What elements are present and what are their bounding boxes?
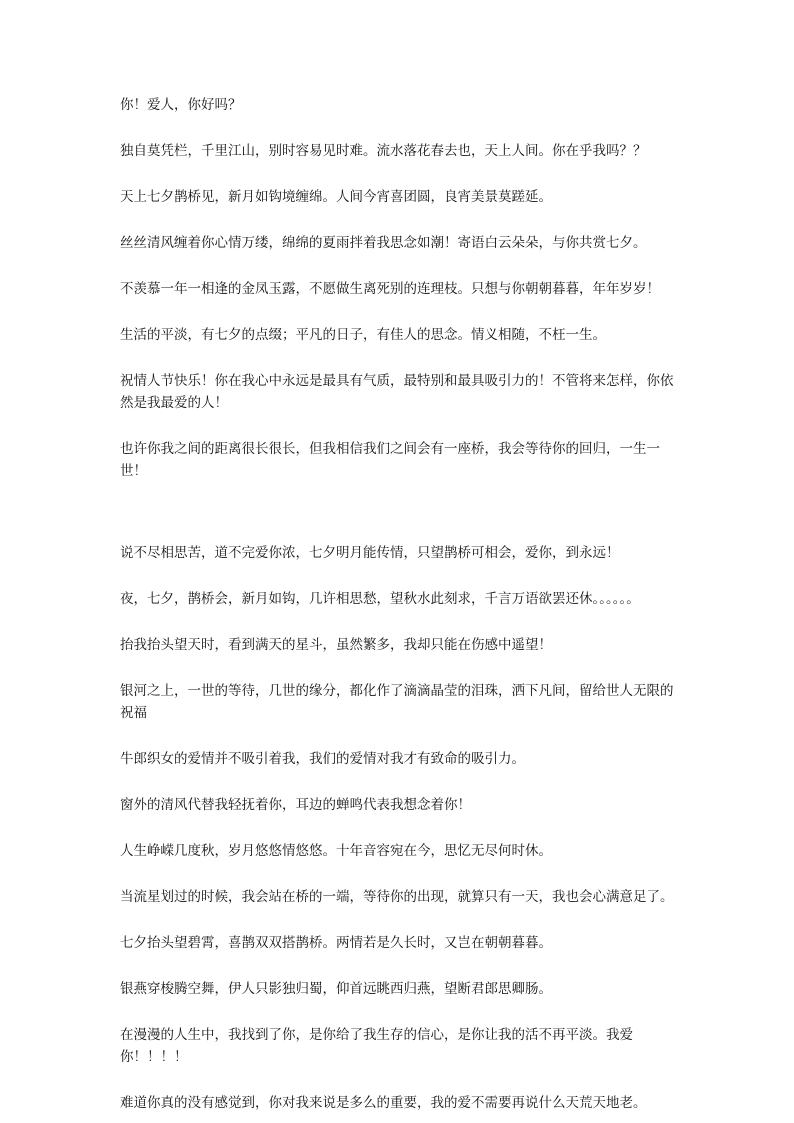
paragraph: 天上七夕鹊桥见，新月如钩境缠绵。人间今宵喜团圆，良宵美景莫蹉延。 — [120, 189, 552, 205]
paragraph: 祝情人节快乐！你在我心中永远是最具有气质，最特别和最具吸引力的！不管将来怎样，你依然是我最爱的人！ — [120, 373, 674, 411]
paragraph: 当流星划过的时候，我会站在桥的一端，等待你的出现，就算只有一天，我也会心满意足了。 — [120, 889, 674, 905]
paragraph-greeting: 你！爱人，你好吗？ — [120, 97, 242, 113]
paragraph: 夜，七夕，鹊桥会，新月如钩，几许相思愁，望秋水此刻求，千言万语欲罢还休。。。。。。 — [120, 591, 640, 607]
paragraph: 生活的平淡，有七夕的点缀；平凡的日子，有佳人的思念。情义相随，不枉一生。 — [120, 327, 606, 343]
paragraph: 银河之上，一世的等待，几世的缘分，都化作了滴滴晶莹的泪珠，洒下凡间，留给世人无限的祝福 — [120, 683, 674, 721]
paragraph: 难道你真的没有感觉到，你对我来说是多么的重要，我的爱不需要再说什么天荒天地老。 — [120, 1095, 647, 1111]
paragraph: 七夕抬头望碧霄，喜鹊双双搭鹊桥。两情若是久长时，又岂在朝朝暮暮。 — [120, 935, 552, 951]
paragraph: 独自莫凭栏，千里江山，别时容易见时难。流水落花春去也，天上人间。你在乎我吗？？ — [120, 143, 647, 159]
paragraph: 抬我抬头望天时，看到满天的星斗，虽然繁多，我却只能在伤感中遥望！ — [120, 637, 552, 653]
paragraph: 丝丝清风缠着你心情万缕，绵绵的夏雨拌着我思念如潮！寄语白云朵朵，与你共赏七夕。 — [120, 235, 647, 251]
paragraph: 在漫漫的人生中，我找到了你，是你给了我生存的信心，是你让我的活不再平淡。我爱你！！！！ — [120, 1027, 633, 1065]
paragraph: 人生峥嵘几度秋，岁月悠悠情悠悠。十年音容宛在今，思忆无尽何时休。 — [120, 843, 552, 859]
paragraph: 窗外的清风代替我轻抚着你，耳边的蝉鸣代表我想念着你！ — [120, 797, 471, 813]
paragraph: 不羡慕一年一相逢的金凤玉露，不愿做生离死别的连理枝。只想与你朝朝暮暮，年年岁岁！ — [120, 281, 660, 297]
paragraph: 说不尽相思苦，道不完爱你浓，七夕明月能传情，只望鹊桥可相会，爱你，到永远！ — [120, 545, 620, 561]
paragraph: 牛郎织女的爱情并不吸引着我，我们的爱情对我才有致命的吸引力。 — [120, 751, 525, 767]
paragraph: 银燕穿梭腾空舞，伊人只影独归蜀，仰首远眺西归燕，望断君郎思卿肠。 — [120, 981, 552, 997]
paragraph: 也许你我之间的距离很长很长，但我相信我们之间会有一座桥，我会等待你的回归，一生一世！ — [120, 441, 660, 479]
